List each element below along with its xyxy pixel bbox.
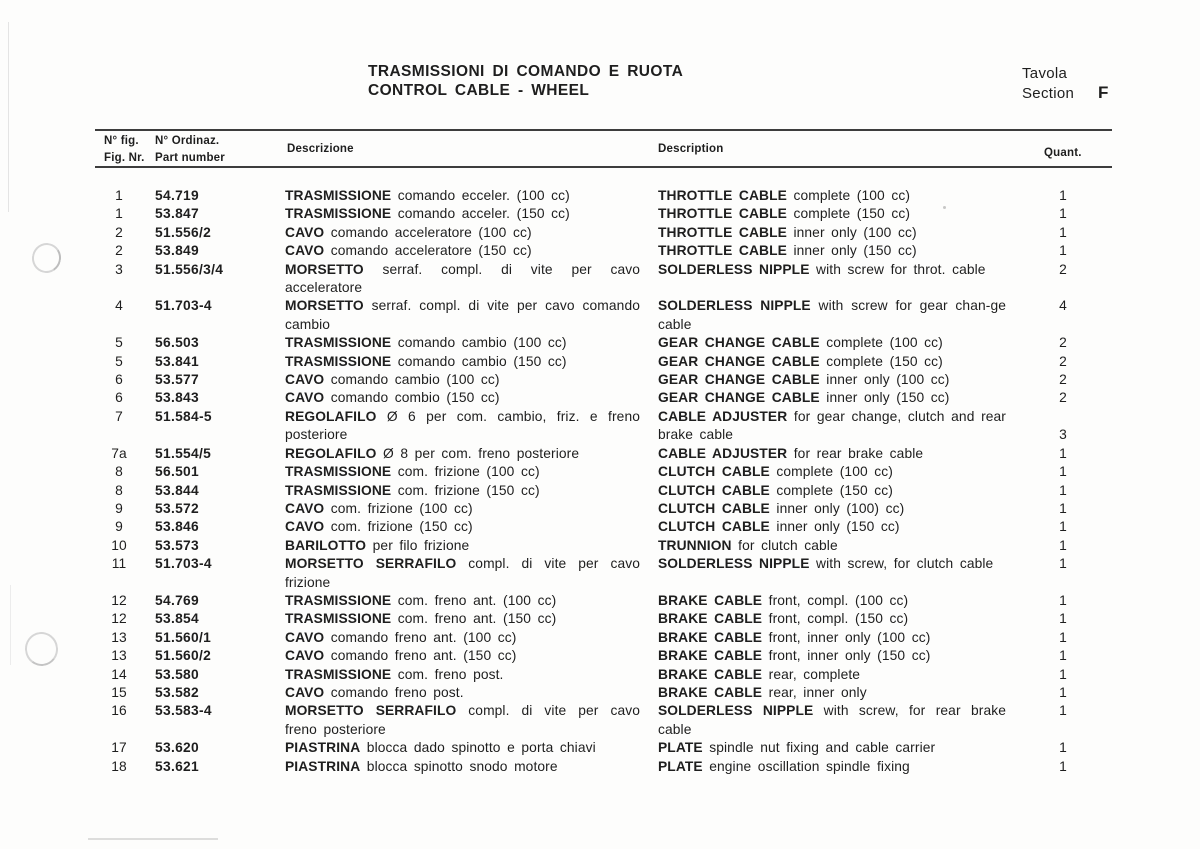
description-english-cell <box>658 758 1006 776</box>
description-english-cell <box>658 187 1006 205</box>
table-row <box>95 445 1090 463</box>
quantity-cell: 1 <box>1059 666 1067 682</box>
description-italian-cell <box>285 353 640 371</box>
description-english-lead: THROTTLE CABLE <box>658 188 787 203</box>
table-row <box>95 482 1090 500</box>
table-row <box>95 408 1090 445</box>
fig-number-cell: 12 <box>111 611 127 627</box>
table-row <box>95 629 1090 647</box>
table-row <box>95 555 1090 592</box>
part-number-cell: 53.841 <box>155 353 199 369</box>
description-italian-cell <box>285 666 640 684</box>
description-english-lead: SOLDERLESS NIPPLE <box>658 556 810 572</box>
description-italian-lead: MORSETTO SERRAFILO <box>285 703 457 719</box>
fig-number-cell: 8 <box>115 482 123 498</box>
description-italian-rest: com. freno ant. (100 cc) <box>391 592 557 608</box>
part-number-cell: 51.584-5 <box>155 408 212 424</box>
description-english-rest: for rear brake cable <box>787 445 924 461</box>
description-english-lead: BRAKE CABLE <box>658 648 763 664</box>
description-italian-lead: TRASMISSIONE <box>285 666 392 682</box>
description-italian-lead: CAVO <box>285 500 325 516</box>
plate-label-italian: Tavola <box>1022 65 1068 82</box>
description-italian-rest: comando acceleratore (150 cc) <box>324 243 532 259</box>
description-english-lead: CABLE ADJUSTER <box>658 408 788 424</box>
description-italian-cell <box>285 187 640 205</box>
binding-hole-top <box>29 240 64 275</box>
fig-number-cell: 2 <box>115 243 123 259</box>
part-number-cell: 53.854 <box>155 611 199 627</box>
column-header-description: Description <box>658 143 724 155</box>
description-italian-rest: com. freno post. <box>391 666 504 682</box>
description-english-cell <box>658 353 1006 371</box>
description-english-rest: inner only (150 cc) <box>786 243 917 259</box>
table-row <box>95 666 1090 684</box>
page-title-english: CONTROL CABLE - WHEEL <box>368 82 590 99</box>
fig-number-cell: 10 <box>111 537 127 553</box>
description-italian-lead: BARILOTTO <box>285 537 367 553</box>
fig-number-cell: 18 <box>111 758 127 774</box>
section-letter: F <box>1098 83 1109 102</box>
description-italian-lead: CAVO <box>285 243 325 259</box>
table-header-rule-top <box>95 129 1112 131</box>
description-italian-rest: comando combio (150 cc) <box>324 390 500 406</box>
part-number-cell: 53.849 <box>155 243 199 259</box>
fig-number-cell: 4 <box>115 298 123 314</box>
fig-number-cell: 13 <box>111 629 127 645</box>
description-italian-cell <box>285 610 640 628</box>
quantity-cell: 2 <box>1059 353 1067 369</box>
description-italian-lead: CAVO <box>285 629 325 645</box>
description-english-lead: CLUTCH CABLE <box>658 500 770 516</box>
description-italian-rest: Ø 8 per com. freno posteriore <box>376 445 580 461</box>
description-english-rest: inner only (150 cc) <box>819 390 950 406</box>
description-italian-rest: comando acceleratore (100 cc) <box>324 224 532 240</box>
description-italian-cell <box>285 371 640 389</box>
quantity-cell: 1 <box>1059 703 1067 719</box>
fig-number-cell: 6 <box>115 372 123 388</box>
description-italian-rest: comando freno ant. (150 cc) <box>324 648 517 664</box>
description-italian-cell <box>285 463 640 481</box>
quantity-cell: 1 <box>1059 519 1067 535</box>
part-number-cell: 53.577 <box>155 372 199 388</box>
table-row <box>95 592 1090 610</box>
description-italian-lead: CAVO <box>285 519 325 535</box>
description-english-rest: spindle nut fixing and cable carrier <box>702 740 936 756</box>
quantity-cell: 4 <box>1059 298 1067 314</box>
description-english-cell <box>658 739 1006 757</box>
description-english-rest: front, inner only (150 cc) <box>762 648 931 664</box>
description-italian-cell <box>285 500 640 518</box>
part-number-cell: 56.503 <box>155 335 199 351</box>
part-number-cell: 51.560/2 <box>155 648 212 664</box>
description-italian-cell <box>285 592 640 610</box>
description-italian-rest: comando freno post. <box>324 684 464 700</box>
description-italian-cell <box>285 739 640 757</box>
description-english-cell <box>658 610 1006 628</box>
description-english-rest: complete (150 cc) <box>786 206 911 222</box>
description-english-cell <box>658 463 1006 481</box>
table-row <box>95 353 1090 371</box>
description-italian-lead: MORSETTO SERRAFILO <box>285 556 457 572</box>
description-english-cell <box>658 666 1006 684</box>
column-header-descrizione: Descrizione <box>287 143 354 155</box>
description-english-lead: BRAKE CABLE <box>658 629 763 645</box>
fig-number-cell: 5 <box>115 335 123 351</box>
description-english-cell <box>658 408 1006 445</box>
description-italian-rest: com. frizione (100 cc) <box>391 464 540 480</box>
description-english-cell <box>658 629 1006 647</box>
fig-number-cell: 3 <box>115 261 123 277</box>
part-number-cell: 53.843 <box>155 390 199 406</box>
part-number-cell: 53.582 <box>155 684 199 700</box>
part-number-cell: 53.621 <box>155 758 199 774</box>
description-english-lead: CLUTCH CABLE <box>658 482 770 498</box>
quantity-cell: 3 <box>1059 427 1067 443</box>
table-row <box>95 500 1090 518</box>
description-italian-rest: comando cambio (100 cc) <box>391 335 567 351</box>
quantity-cell: 1 <box>1059 206 1067 222</box>
table-body <box>95 187 1090 776</box>
description-italian-cell <box>285 482 640 500</box>
fig-number-cell: 1 <box>115 206 123 222</box>
description-english-lead: GEAR CHANGE CABLE <box>658 372 820 388</box>
description-italian-rest: serraf. compl. di vite per cavo acceleratore <box>285 261 640 296</box>
plate-label-english: Section <box>1022 84 1075 102</box>
description-italian-rest: compl. di vite per cavo freno posteriore <box>285 703 640 737</box>
fig-number-cell: 15 <box>111 684 127 700</box>
description-italian-cell <box>285 629 640 647</box>
description-english-cell <box>658 334 1006 352</box>
description-english-rest: with screw, for clutch cable <box>809 556 994 572</box>
description-english-lead: GEAR CHANGE CABLE <box>658 390 820 406</box>
description-italian-lead: TRASMISSIONE <box>285 611 392 627</box>
part-number-cell: 51.556/2 <box>155 224 212 240</box>
description-english-lead: SOLDERLESS NIPPLE <box>658 298 811 314</box>
description-english-rest: complete (100 cc) <box>769 464 893 480</box>
description-italian-rest: compl. di vite per cavo frizione <box>285 556 640 590</box>
quantity-cell: 1 <box>1059 482 1067 498</box>
fig-number-cell: 7a <box>111 445 127 461</box>
fig-number-cell: 9 <box>115 500 123 516</box>
description-english-cell <box>658 647 1006 665</box>
fig-number-cell: 1 <box>115 188 123 203</box>
table-row <box>95 463 1090 481</box>
table-row <box>95 537 1090 555</box>
part-number-cell: 53.580 <box>155 666 199 682</box>
description-english-rest: complete (150 cc) <box>819 353 943 369</box>
description-english-rest: complete (150 cc) <box>769 482 893 498</box>
fig-number-cell: 6 <box>115 390 123 406</box>
description-italian-rest: per filo frizione <box>366 537 470 553</box>
part-number-cell: 51.556/3/4 <box>155 261 224 277</box>
page-title-italian: TRASMISSIONI DI COMANDO E RUOTA <box>368 63 684 80</box>
description-italian-lead: TRASMISSIONE <box>285 335 392 351</box>
part-number-cell: 53.572 <box>155 500 199 516</box>
description-english-cell <box>658 297 1006 334</box>
table-row <box>95 224 1090 242</box>
quantity-cell: 1 <box>1059 500 1067 516</box>
description-english-rest: for clutch cable <box>731 537 838 553</box>
description-italian-cell <box>285 555 640 592</box>
description-english-cell <box>658 500 1006 518</box>
description-english-rest: with screw for throt. cable <box>809 261 986 277</box>
part-number-cell: 54.769 <box>155 592 199 608</box>
description-english-cell <box>658 482 1006 500</box>
description-italian-lead: TRASMISSIONE <box>285 482 392 498</box>
plate-section-labels <box>1022 64 1074 103</box>
description-english-rest: front, compl. (150 cc) <box>762 611 909 627</box>
description-italian-cell <box>285 518 640 536</box>
part-number-cell: 56.501 <box>155 464 199 480</box>
fig-number-cell: 11 <box>111 556 127 572</box>
description-italian-cell <box>285 389 640 407</box>
description-english-lead: PLATE <box>658 758 703 774</box>
description-italian-cell <box>285 537 640 555</box>
quantity-cell: 1 <box>1059 464 1067 480</box>
table-row <box>95 187 1090 205</box>
description-italian-lead: TRASMISSIONE <box>285 464 392 480</box>
description-english-rest: engine oscillation spindle fixing <box>702 758 910 774</box>
description-english-lead: BRAKE CABLE <box>658 666 763 682</box>
description-italian-cell <box>285 242 640 260</box>
part-number-cell: 51.703-4 <box>155 298 212 314</box>
description-italian-cell <box>285 261 640 298</box>
description-english-cell <box>658 371 1006 389</box>
description-english-rest: with screw, for rear brake cable <box>658 703 1006 737</box>
description-english-rest: inner only (150 cc) <box>769 519 900 535</box>
fig-number-cell: 13 <box>111 648 127 664</box>
description-italian-cell <box>285 684 640 702</box>
description-english-lead: THROTTLE CABLE <box>658 206 787 222</box>
description-english-rest: front, inner only (100 cc) <box>762 629 931 645</box>
description-english-rest: front, compl. (100 cc) <box>762 592 909 608</box>
part-number-cell: 51.554/5 <box>155 445 212 461</box>
description-english-lead: BRAKE CABLE <box>658 611 763 627</box>
description-english-cell <box>658 261 1006 279</box>
description-english-cell <box>658 537 1006 555</box>
scan-edge-line <box>10 585 11 665</box>
description-italian-cell <box>285 205 640 223</box>
quantity-cell: 1 <box>1059 648 1067 664</box>
part-number-cell: 51.560/1 <box>155 629 212 645</box>
fig-number-cell: 17 <box>111 740 127 756</box>
description-italian-cell <box>285 647 640 665</box>
description-english-lead: PLATE <box>658 740 703 756</box>
description-italian-rest: blocca dado spinotto e porta chiavi <box>360 740 596 756</box>
description-english-rest: inner only (100 cc) <box>819 372 950 388</box>
table-row <box>95 242 1090 260</box>
fig-number-cell: 16 <box>111 703 127 719</box>
description-italian-lead: TRASMISSIONE <box>285 188 392 203</box>
description-english-rest: complete (100 cc) <box>786 188 911 203</box>
quantity-cell: 1 <box>1059 188 1067 203</box>
description-english-cell <box>658 205 1006 223</box>
description-english-cell <box>658 555 1006 573</box>
description-italian-cell <box>285 445 640 463</box>
part-number-cell: 53.844 <box>155 482 199 498</box>
description-italian-lead: CAVO <box>285 390 325 406</box>
table-row <box>95 739 1090 757</box>
quantity-cell: 1 <box>1059 224 1067 240</box>
quantity-cell: 1 <box>1059 445 1067 461</box>
description-english-lead: THROTTLE CABLE <box>658 243 787 259</box>
quantity-cell: 2 <box>1059 335 1067 351</box>
table-row <box>95 758 1090 776</box>
part-number-cell: 53.846 <box>155 519 199 535</box>
description-italian-cell <box>285 224 640 242</box>
table-row <box>95 371 1090 389</box>
description-italian-lead: TRASMISSIONE <box>285 353 392 369</box>
table-header-rule-bottom <box>95 166 1112 168</box>
description-english-rest: with screw for gear chan-ge cable <box>658 298 1006 332</box>
description-italian-cell <box>285 297 640 334</box>
description-english-lead: BRAKE CABLE <box>658 684 763 700</box>
quantity-cell: 2 <box>1059 372 1067 388</box>
column-header-fig: N° fig. Fig. Nr. <box>104 135 145 164</box>
table-row <box>95 610 1090 628</box>
description-english-lead: CABLE ADJUSTER <box>658 445 788 461</box>
column-header-quantity: Quant. <box>1044 147 1082 159</box>
quantity-cell: 1 <box>1059 611 1067 627</box>
description-italian-lead: PIASTRINA <box>285 740 361 756</box>
description-italian-lead: TRASMISSIONE <box>285 206 392 222</box>
description-english-lead: CLUTCH CABLE <box>658 464 770 480</box>
description-english-lead: SOLDERLESS NIPPLE <box>658 261 810 277</box>
description-italian-lead: CAVO <box>285 684 325 700</box>
description-english-rest: complete (100 cc) <box>819 335 943 351</box>
description-english-rest: for gear change, clutch and rear brake cable <box>658 408 1007 443</box>
table-row <box>95 334 1090 352</box>
quantity-cell: 1 <box>1059 629 1067 645</box>
quantity-cell: 1 <box>1059 537 1067 553</box>
table-row <box>95 297 1090 334</box>
description-italian-rest: com. frizione (150 cc) <box>324 519 473 535</box>
description-italian-lead: REGOLAFILO <box>285 445 377 461</box>
quantity-cell: 1 <box>1059 758 1067 774</box>
description-italian-lead: MORSETTO <box>285 261 364 277</box>
table-row <box>95 647 1090 665</box>
description-english-cell <box>658 702 1006 739</box>
part-number-cell: 53.847 <box>155 206 199 222</box>
quantity-cell: 2 <box>1059 261 1067 277</box>
description-italian-lead: CAVO <box>285 648 325 664</box>
description-english-cell <box>658 684 1006 702</box>
description-english-lead: BRAKE CABLE <box>658 592 763 608</box>
description-english-cell <box>658 592 1006 610</box>
description-italian-lead: MORSETTO <box>285 298 364 314</box>
description-english-rest: rear, complete <box>762 666 861 682</box>
fig-number-cell: 9 <box>115 519 123 535</box>
table-row <box>95 702 1090 739</box>
description-english-cell <box>658 224 1006 242</box>
scan-smudge <box>88 838 218 840</box>
quantity-cell: 2 <box>1059 390 1067 406</box>
description-italian-rest: blocca spinotto snodo motore <box>360 758 558 774</box>
part-number-cell: 54.719 <box>155 188 199 203</box>
description-italian-rest: Ø 6 per com. cambio, friz. e freno posteriore <box>285 408 640 443</box>
fig-number-cell: 2 <box>115 224 123 240</box>
description-italian-rest: comando ecceler. (100 cc) <box>391 188 570 203</box>
part-number-cell: 53.583-4 <box>155 703 212 719</box>
table-row <box>95 518 1090 536</box>
description-italian-cell <box>285 408 640 445</box>
description-italian-lead: REGOLAFILO <box>285 408 377 424</box>
description-italian-lead: CAVO <box>285 372 325 388</box>
description-english-rest: rear, inner only <box>762 684 867 700</box>
description-english-lead: SOLDERLESS NIPPLE <box>658 703 814 719</box>
description-english-lead: THROTTLE CABLE <box>658 224 787 240</box>
description-english-cell <box>658 389 1006 407</box>
quantity-cell: 1 <box>1059 684 1067 700</box>
part-number-cell: 53.573 <box>155 537 199 553</box>
description-english-cell <box>658 445 1006 463</box>
quantity-cell: 1 <box>1059 592 1067 608</box>
scan-edge-line <box>8 22 9 212</box>
quantity-cell: 1 <box>1059 243 1067 259</box>
quantity-cell: 1 <box>1059 556 1067 572</box>
description-italian-lead: PIASTRINA <box>285 758 361 774</box>
binding-hole-bottom <box>23 630 60 668</box>
column-header-part-number: N° Ordinaz. Part number <box>155 135 225 164</box>
description-italian-cell <box>285 702 640 739</box>
description-italian-cell <box>285 758 640 776</box>
page-title-block <box>368 62 683 100</box>
description-english-cell <box>658 518 1006 536</box>
table-row <box>95 261 1090 298</box>
fig-number-cell: 8 <box>115 464 123 480</box>
description-english-rest: inner only (100 cc) <box>786 224 917 240</box>
fig-number-cell: 7 <box>115 408 123 424</box>
quantity-cell: 1 <box>1059 740 1067 756</box>
description-english-lead: TRUNNION <box>658 537 732 553</box>
description-italian-rest: comando cambio (150 cc) <box>391 353 567 369</box>
description-italian-rest: comando freno ant. (100 cc) <box>324 629 517 645</box>
description-italian-lead: CAVO <box>285 224 325 240</box>
part-number-cell: 51.703-4 <box>155 556 212 572</box>
description-italian-rest: comando cambio (100 cc) <box>324 372 500 388</box>
fig-number-cell: 5 <box>115 353 123 369</box>
fig-number-cell: 12 <box>111 592 127 608</box>
description-english-lead: GEAR CHANGE CABLE <box>658 353 820 369</box>
description-italian-rest: com. freno ant. (150 cc) <box>391 611 557 627</box>
table-row <box>95 684 1090 702</box>
description-italian-rest: com. frizione (150 cc) <box>391 482 540 498</box>
description-italian-rest: com. frizione (100 cc) <box>324 500 473 516</box>
part-number-cell: 53.620 <box>155 740 199 756</box>
description-italian-cell <box>285 334 640 352</box>
description-italian-rest: serraf. compl. di vite per cavo comando cambio <box>285 298 640 332</box>
table-row <box>95 389 1090 407</box>
description-english-rest: inner only (100) cc) <box>769 500 905 516</box>
description-italian-lead: TRASMISSIONE <box>285 592 392 608</box>
table-row <box>95 205 1090 223</box>
description-english-lead: GEAR CHANGE CABLE <box>658 335 820 351</box>
description-english-cell <box>658 242 1006 260</box>
fig-number-cell: 14 <box>111 666 127 682</box>
description-italian-rest: comando acceler. (150 cc) <box>391 206 570 222</box>
description-english-lead: CLUTCH CABLE <box>658 519 770 535</box>
